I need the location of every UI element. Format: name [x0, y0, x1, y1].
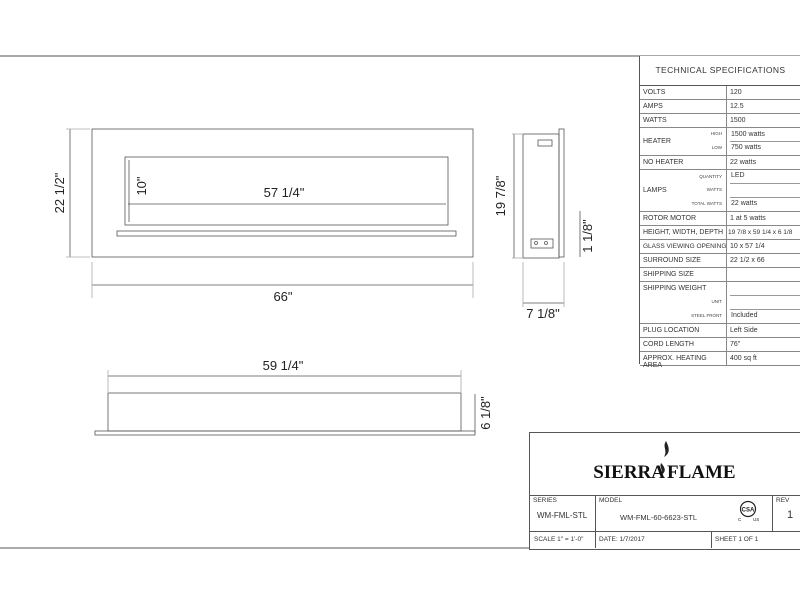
side-depth-label: 7 1/8"	[526, 306, 560, 321]
spec-label: SHIPPING SIZE	[643, 271, 694, 278]
series-cell	[530, 495, 596, 531]
opening-width-label: 57 1/4"	[263, 185, 305, 200]
spec-row-cord	[640, 338, 800, 352]
front-bottom-trim	[117, 231, 456, 236]
spec-value: 22 watts	[731, 200, 758, 207]
scale-text: SCALE 1" = 1'-0"	[534, 536, 584, 543]
spec-label: NO HEATER	[643, 159, 684, 166]
title-block	[529, 432, 800, 550]
spec-row-volts	[640, 86, 800, 100]
spec-row-watts	[640, 114, 800, 128]
top-view	[95, 370, 475, 435]
spec-label: PLUG LOCATION	[643, 327, 700, 334]
csa-sub-right: US	[753, 517, 760, 522]
opening-height-label: 10"	[134, 176, 149, 196]
spec-sublabel: HIGH	[710, 131, 722, 136]
spec-row-shipping-weight	[640, 282, 800, 324]
spec-sublabel: WATTS	[706, 187, 722, 192]
spec-label: LAMPS	[643, 187, 667, 194]
model-value: WM-FML-60-6623-STL	[620, 513, 698, 522]
spec-value: 1500	[730, 117, 746, 124]
top-width-label: 59 1/4"	[262, 358, 304, 373]
spec-row-lamps	[640, 170, 800, 212]
spec-label: ROTOR MOTOR	[643, 215, 697, 222]
side-view	[512, 129, 580, 307]
rev-label: REV	[776, 497, 790, 504]
top-front-plate	[95, 431, 475, 435]
spec-sublabel: STEEL FRONT	[691, 313, 722, 318]
spec-value: Included	[731, 312, 758, 319]
spec-row-no-heater	[640, 156, 800, 170]
top-depth-label: 6 1/8"	[478, 396, 493, 430]
spec-label: SHIPPING WEIGHT	[643, 285, 707, 292]
spec-row-plug	[640, 324, 800, 338]
info-row	[530, 495, 800, 532]
spec-row-hwd	[640, 226, 800, 240]
spec-sublabel: TOTAL WATTS	[691, 201, 722, 206]
csa-certification-icon	[736, 499, 762, 523]
flame-icon	[664, 441, 669, 457]
side-control-box	[538, 140, 552, 146]
spec-row-heating	[640, 352, 800, 369]
brand-name-right: FLAME	[667, 462, 736, 483]
model-cell	[596, 495, 773, 531]
csa-sub-left: C	[738, 517, 742, 522]
spec-row-shipping-size	[640, 268, 800, 282]
date-text: DATE: 1/7/2017	[599, 536, 645, 543]
csa-mark-text: CSA	[741, 507, 755, 514]
front-view	[66, 129, 473, 298]
spec-value: LED	[731, 172, 745, 179]
spec-label: SURROUND SIZE	[643, 257, 701, 264]
spec-row-rotor	[640, 212, 800, 226]
brand-name-left: SIERRA	[593, 462, 665, 483]
side-offset-label: 1 1/8"	[580, 219, 595, 253]
spec-label: CORD LENGTH	[643, 341, 694, 348]
rev-cell	[773, 495, 800, 531]
spec-value: Left Side	[730, 327, 758, 334]
spec-row-amps	[640, 100, 800, 114]
side-front-plate	[559, 129, 564, 257]
spec-value: 750 watts	[731, 144, 761, 151]
footer-row	[530, 532, 800, 548]
spec-label: APPROX. HEATING AREA	[643, 355, 707, 369]
spec-value: 19 7/8 x 59 1/4 x 6 1/8	[728, 229, 793, 236]
spec-value: 1 at 5 watts	[730, 215, 766, 222]
spec-table	[639, 56, 800, 369]
front-height-label: 22 1/2"	[52, 172, 67, 214]
logo-area	[530, 433, 800, 496]
series-value: WM-FML-STL	[537, 511, 588, 520]
model-label: MODEL	[599, 497, 623, 504]
spec-label: HEATER	[643, 138, 671, 145]
spec-sublabel: QUANTITY	[699, 174, 722, 179]
spec-sublabel: LOW	[711, 145, 722, 150]
rev-value: 1	[787, 509, 794, 521]
spec-label: AMPS	[643, 103, 663, 110]
spec-row-glass	[640, 240, 800, 254]
spec-value: 400 sq ft	[730, 355, 757, 362]
series-label: SERIES	[533, 497, 557, 504]
spec-label: WATTS	[643, 117, 667, 124]
spec-label: HEIGHT, WIDTH, DEPTH	[643, 229, 724, 236]
spec-value: 76"	[730, 341, 741, 348]
spec-value: 22 watts	[730, 159, 757, 166]
spec-title: TECHNICAL SPECIFICATIONS	[640, 56, 800, 86]
top-body-outline	[108, 393, 461, 431]
spec-label: VOLTS	[643, 89, 666, 96]
spec-value: 22 1/2 x 66	[730, 257, 765, 264]
spec-sublabel: UNIT	[711, 299, 722, 304]
sheet-text: SHEET 1 OF 1	[715, 536, 759, 543]
spec-row-heater	[640, 128, 800, 156]
spec-label: GLASS VIEWING OPENING	[643, 243, 727, 250]
front-width-label: 66"	[273, 289, 293, 304]
spec-row-surround	[640, 254, 800, 268]
spec-value: 12.5	[730, 103, 744, 110]
spec-value: 120	[730, 89, 742, 96]
spec-value: 10 x 57 1/4	[730, 243, 765, 250]
brand-logo	[530, 433, 800, 495]
side-height-label: 19 7/8"	[493, 175, 508, 217]
spec-value: 1500 watts	[731, 131, 765, 138]
